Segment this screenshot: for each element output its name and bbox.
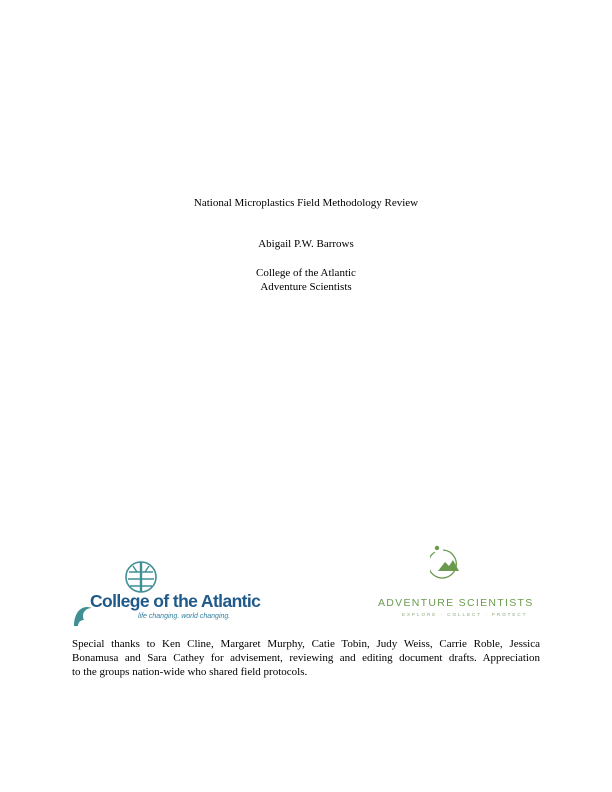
mountain-circle-icon [430,544,466,584]
coa-wordmark: College of the Atlantic [90,591,261,611]
coa-tagline: life changing. world changing. [138,613,231,620]
acknowledgements-line: to the groups nation-wide who shared field protocols. [72,666,308,678]
acknowledgements-paragraph [72,637,540,679]
acknowledgements-line: Bonamusa and Sara Cathey for advisement, reviewing and editing document drafts. Appreciation [72,652,540,664]
affiliation-adventure-scientists: Adventure Scientists [260,281,352,293]
coa-emblem-icon [122,560,160,594]
document-title: National Microplastics Field Methodology Review [193,197,419,209]
author-name: Abigail P.W. Barrows [258,238,354,250]
college-of-the-atlantic-logo [72,558,262,628]
adventure-scientists-logo [378,544,534,617]
adventure-scientists-tagline: EXPLORE · COLLECT · PROTECT [402,612,528,617]
acknowledgements-line: Special thanks to Ken Cline, Margaret Murphy, Catie Tobin, Judy Weiss, Carrie Roble, Jessica [72,638,540,650]
adventure-scientists-wordmark: ADVENTURE SCIENTISTS [378,597,534,609]
affiliation-college: College of the Atlantic [256,267,356,279]
